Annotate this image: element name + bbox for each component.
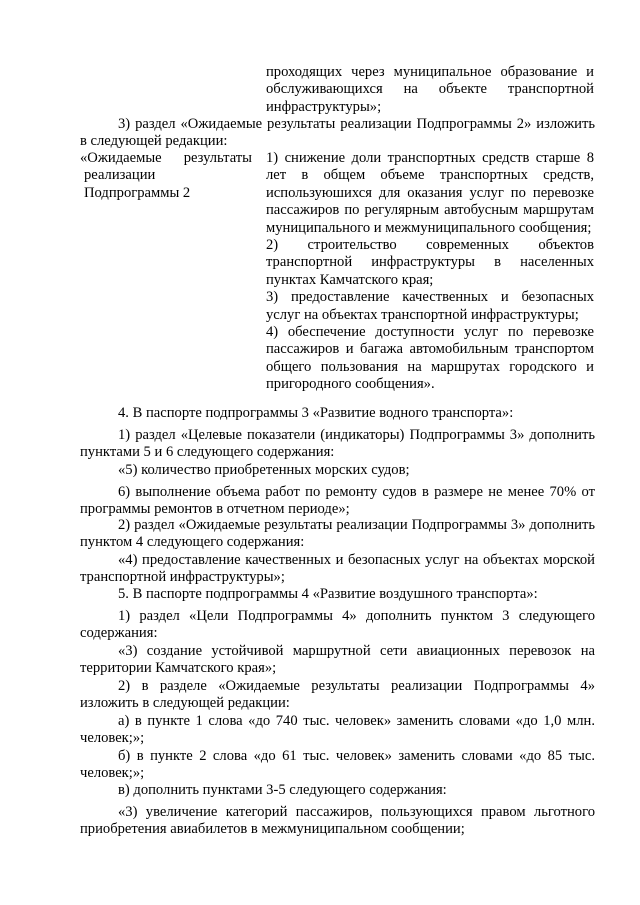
paragraph-5-1: 1) раздел «Цели Подпрограммы 4» дополнить пунктом 3 следующего содержания: bbox=[80, 608, 595, 642]
paragraph-4-2: 2) раздел «Ожидаемые результаты реализации Подпрограммы 3» дополнить пунктом 4 следующего содержания: bbox=[80, 517, 595, 551]
table-cell-continuation: проходящих через муниципальное образование и обслуживающихся на объекте транспортной инфраструктуры»; bbox=[266, 64, 594, 115]
paragraph-5-2-v-item-3: «3) увеличение категорий пассажиров, пользующихся правом льготного приобретения авиабилетов в межмуниципальном сообщении; bbox=[80, 804, 595, 838]
paragraph-4-1: 1) раздел «Целевые показатели (индикаторы) Подпрограммы 3» дополнить пунктами 5 и 6 следующего содержания: bbox=[80, 427, 595, 461]
paragraph-4-1-item-5: «5) количество приобретенных морских судов; bbox=[118, 462, 410, 478]
paragraph-5: 5. В паспорте подпрограммы 4 «Развитие воздушного транспорта»: bbox=[118, 586, 538, 602]
paragraph-5-1-item-3: «3) создание устойчивой маршрутной сети авиационных перевозок на территории Камчатского края»; bbox=[80, 643, 595, 677]
table-left-word-2: результаты bbox=[183, 150, 252, 166]
table-left-word-1: «Ожидаемые bbox=[80, 150, 162, 166]
paragraph-4-1-item-6: 6) выполнение объема работ по ремонту судов в размере не менее 70% от программы ремонтов в отчетном периоде»; bbox=[80, 484, 595, 518]
table-right-item-2: 2) строительство современных объектов транспортной инфраструктуры в населенных пунктах Камчатского края; bbox=[266, 237, 594, 288]
paragraph-5-2: 2) в разделе «Ожидаемые результаты реализации Подпрограммы 4» изложить в следующей редакции: bbox=[80, 678, 595, 712]
table-left-line-3: Подпрограммы 2 bbox=[84, 184, 191, 201]
table-right-item-3: 3) предоставление качественных и безопасных услуг на объектах транспортной инфраструктуры; bbox=[266, 289, 594, 323]
paragraph-4-2-item-4: «4) предоставление качественных и безопасных услуг на объектах морской транспортной инфраструктуры»; bbox=[80, 552, 595, 586]
table-right-item-1: 1) снижение доли транспортных средств старше 8 лет в общем объеме транспортных средств, используюшихся для оказания услуг по перевозке пассажиров по регулярным автобусным маршрутам муниципального и межмуниципального сообщения; bbox=[266, 150, 594, 236]
paragraph-5-2-a: а) в пункте 1 слова «до 740 тыс. человек» заменить словами «до 1,0 млн. человек;»; bbox=[80, 713, 595, 747]
paragraph-4: 4. В паспорте подпрограммы 3 «Развитие водного транспорта»: bbox=[118, 405, 514, 421]
table-right-cell bbox=[266, 150, 594, 394]
paragraph-section-3: 3) раздел «Ожидаемые результаты реализации Подпрограммы 2» изложить в следующей редакции: bbox=[80, 116, 595, 150]
paragraph-5-2-v: в) дополнить пунктами 3-5 следующего содержания: bbox=[118, 782, 447, 798]
table-left-cell bbox=[80, 150, 252, 202]
table-right-item-4: 4) обеспечение доступности услуг по перевозке пассажиров и багажа автомобильным транспортом общего пользования на маршрутах городского и пригородного сообщения». bbox=[266, 324, 594, 393]
paragraph-5-2-b: б) в пункте 2 слова «до 61 тыс. человек» заменить словами «до 85 тыс. человек;»; bbox=[80, 748, 595, 782]
table-left-line-2: реализации bbox=[84, 167, 156, 184]
table-left-line-1 bbox=[80, 150, 252, 167]
